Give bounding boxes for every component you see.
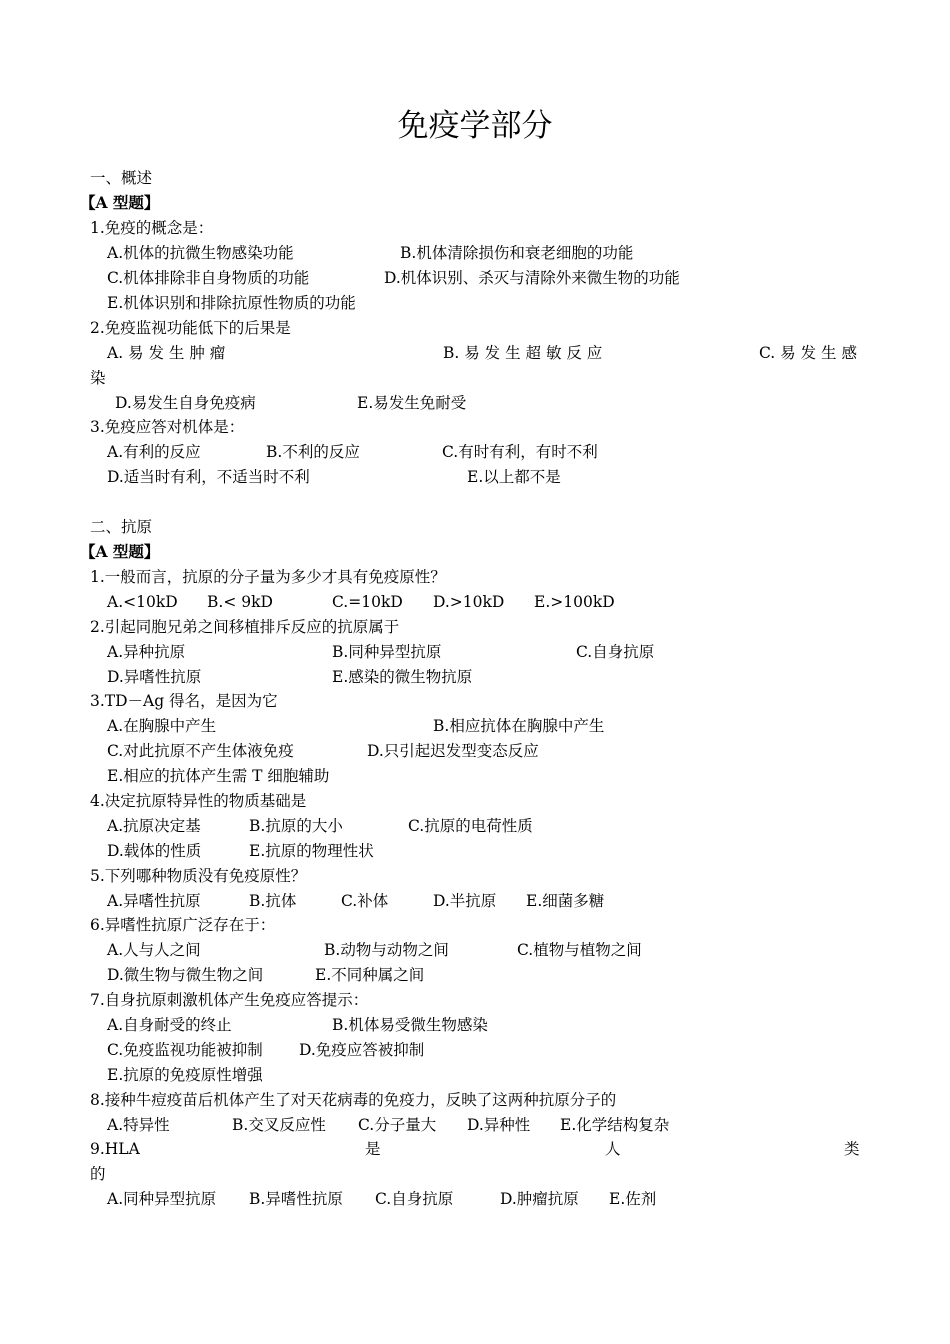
page-title: 免疫学部分 [397,108,553,144]
question-stem: 的 [90,1165,106,1183]
option-c: C.补体 [341,892,389,910]
question-stem: 4.决定抗原特异性的物质基础是 [90,792,307,810]
option-b: B. 易 发 生 超 敏 反 应 [443,344,603,362]
option-a: A.抗原决定基 [107,817,201,835]
option-b: B.抗原的大小 [249,817,343,835]
option-a: A.同种异型抗原 [107,1190,217,1208]
question-stem: 7.自身抗原刺激机体产生免疫应答提示： [90,991,369,1009]
section-heading-antigen: 二、抗原 [90,518,153,536]
question-stem: 1.免疫的概念是： [90,219,214,237]
option-d: D.免疫应答被抑制 [299,1041,425,1059]
option-c: C.抗原的电荷性质 [408,817,533,835]
option-c-continued: 染 [90,369,106,387]
option-e: E.细菌多糖 [526,892,605,910]
option-e: E.机体识别和排除抗原性物质的功能 [107,294,356,312]
option-d: D.易发生自身免疫病 [115,394,256,412]
option-c: C.对此抗原不产生体液免疫 [107,742,294,760]
option-e: E.易发生免耐受 [357,394,467,412]
option-e: E.佐剂 [609,1190,657,1208]
option-e: E.抗原的物理性状 [249,842,374,860]
option-d: D.异嗜性抗原 [107,668,202,686]
question-stem: 2.免疫监视功能低下的后果是 [90,319,291,337]
option-e: E.相应的抗体产生需 T 细胞辅助 [107,767,330,785]
option-e: E.>100kD [534,593,615,611]
option-b: B.< 9kD [207,593,273,611]
option-c: C.机体排除非自身物质的功能 [107,269,310,287]
option-b: B.相应抗体在胸腺中产生 [433,717,605,735]
question-stem: 是 [365,1140,381,1158]
question-stem: 3.TD－Ag 得名，是因为它 [90,692,278,710]
option-d: D.机体识别、杀灭与清除外来微生物的功能 [384,269,680,287]
question-stem: 3.免疫应答对机体是： [90,418,245,436]
option-a: A. 易 发 生 肿 瘤 [107,344,226,362]
option-e: E.化学结构复杂 [560,1116,670,1134]
question-stem: 6.异嗜性抗原广泛存在于： [90,916,276,934]
question-stem: 8.接种牛痘疫苗后机体产生了对天花病毒的免疫力，反映了这两种抗原分子的 [90,1091,617,1109]
option-d: D.半抗原 [433,892,497,910]
option-d: D.只引起迟发型变态反应 [367,742,539,760]
option-a: A.<10kD [107,593,178,611]
question-stem: 5.下列哪种物质没有免疫原性？ [90,867,307,885]
option-a: A.自身耐受的终止 [107,1016,232,1034]
option-d: D.微生物与微生物之间 [107,966,264,984]
question-type-tag: 【A 型题】 [80,193,160,212]
option-b: B.抗体 [249,892,297,910]
option-d: D.适当时有利，不适当时不利 [107,468,310,486]
question-type-tag: 【A 型题】 [80,542,160,561]
question-stem: 类 [844,1140,860,1158]
option-d: D.>10kD [433,593,505,611]
question-stem: 人 [605,1140,621,1158]
option-c: C.自身抗原 [576,643,655,661]
option-e: E.不同种属之间 [315,966,425,984]
option-a: A.异嗜性抗原 [107,892,201,910]
option-c: C.=10kD [332,593,403,611]
option-c: C.有时有利，有时不利 [442,443,598,461]
option-b: B.不利的反应 [266,443,360,461]
option-b: B.机体易受微生物感染 [332,1016,488,1034]
option-c: C.植物与植物之间 [517,941,642,959]
option-d: D.异种性 [467,1116,531,1134]
option-c: C.自身抗原 [375,1190,454,1208]
question-stem: 2.引起同胞兄弟之间移植排斥反应的抗原属于 [90,618,400,636]
section-heading-overview: 一、概述 [90,169,153,187]
question-stem: 9.HLA [90,1140,140,1158]
option-a: A.人与人之间 [107,941,201,959]
option-b: B.交叉反应性 [232,1116,326,1134]
option-e: E.以上都不是 [467,468,561,486]
option-e: E.抗原的免疫原性增强 [107,1066,263,1084]
option-a: A.机体的抗微生物感染功能 [107,244,294,262]
option-b: B.机体清除损伤和衰老细胞的功能 [400,244,634,262]
option-a: A.异种抗原 [107,643,186,661]
option-a: A.有利的反应 [107,443,201,461]
option-e: E.感染的微生物抗原 [332,668,473,686]
option-b: B.动物与动物之间 [324,941,449,959]
option-d: D.载体的性质 [107,842,202,860]
option-c: C.分子量大 [358,1116,437,1134]
question-stem: 1.一般而言，抗原的分子量为多少才具有免疫原性？ [90,568,446,586]
option-b: B.异嗜性抗原 [249,1190,343,1208]
option-d: D.肿瘤抗原 [500,1190,579,1208]
option-c: C.免疫监视功能被抑制 [107,1041,263,1059]
option-a: A.特异性 [107,1116,170,1134]
option-b: B.同种异型抗原 [332,643,442,661]
option-a: A.在胸腺中产生 [107,717,217,735]
option-c: C. 易 发 生 感 [759,344,857,362]
